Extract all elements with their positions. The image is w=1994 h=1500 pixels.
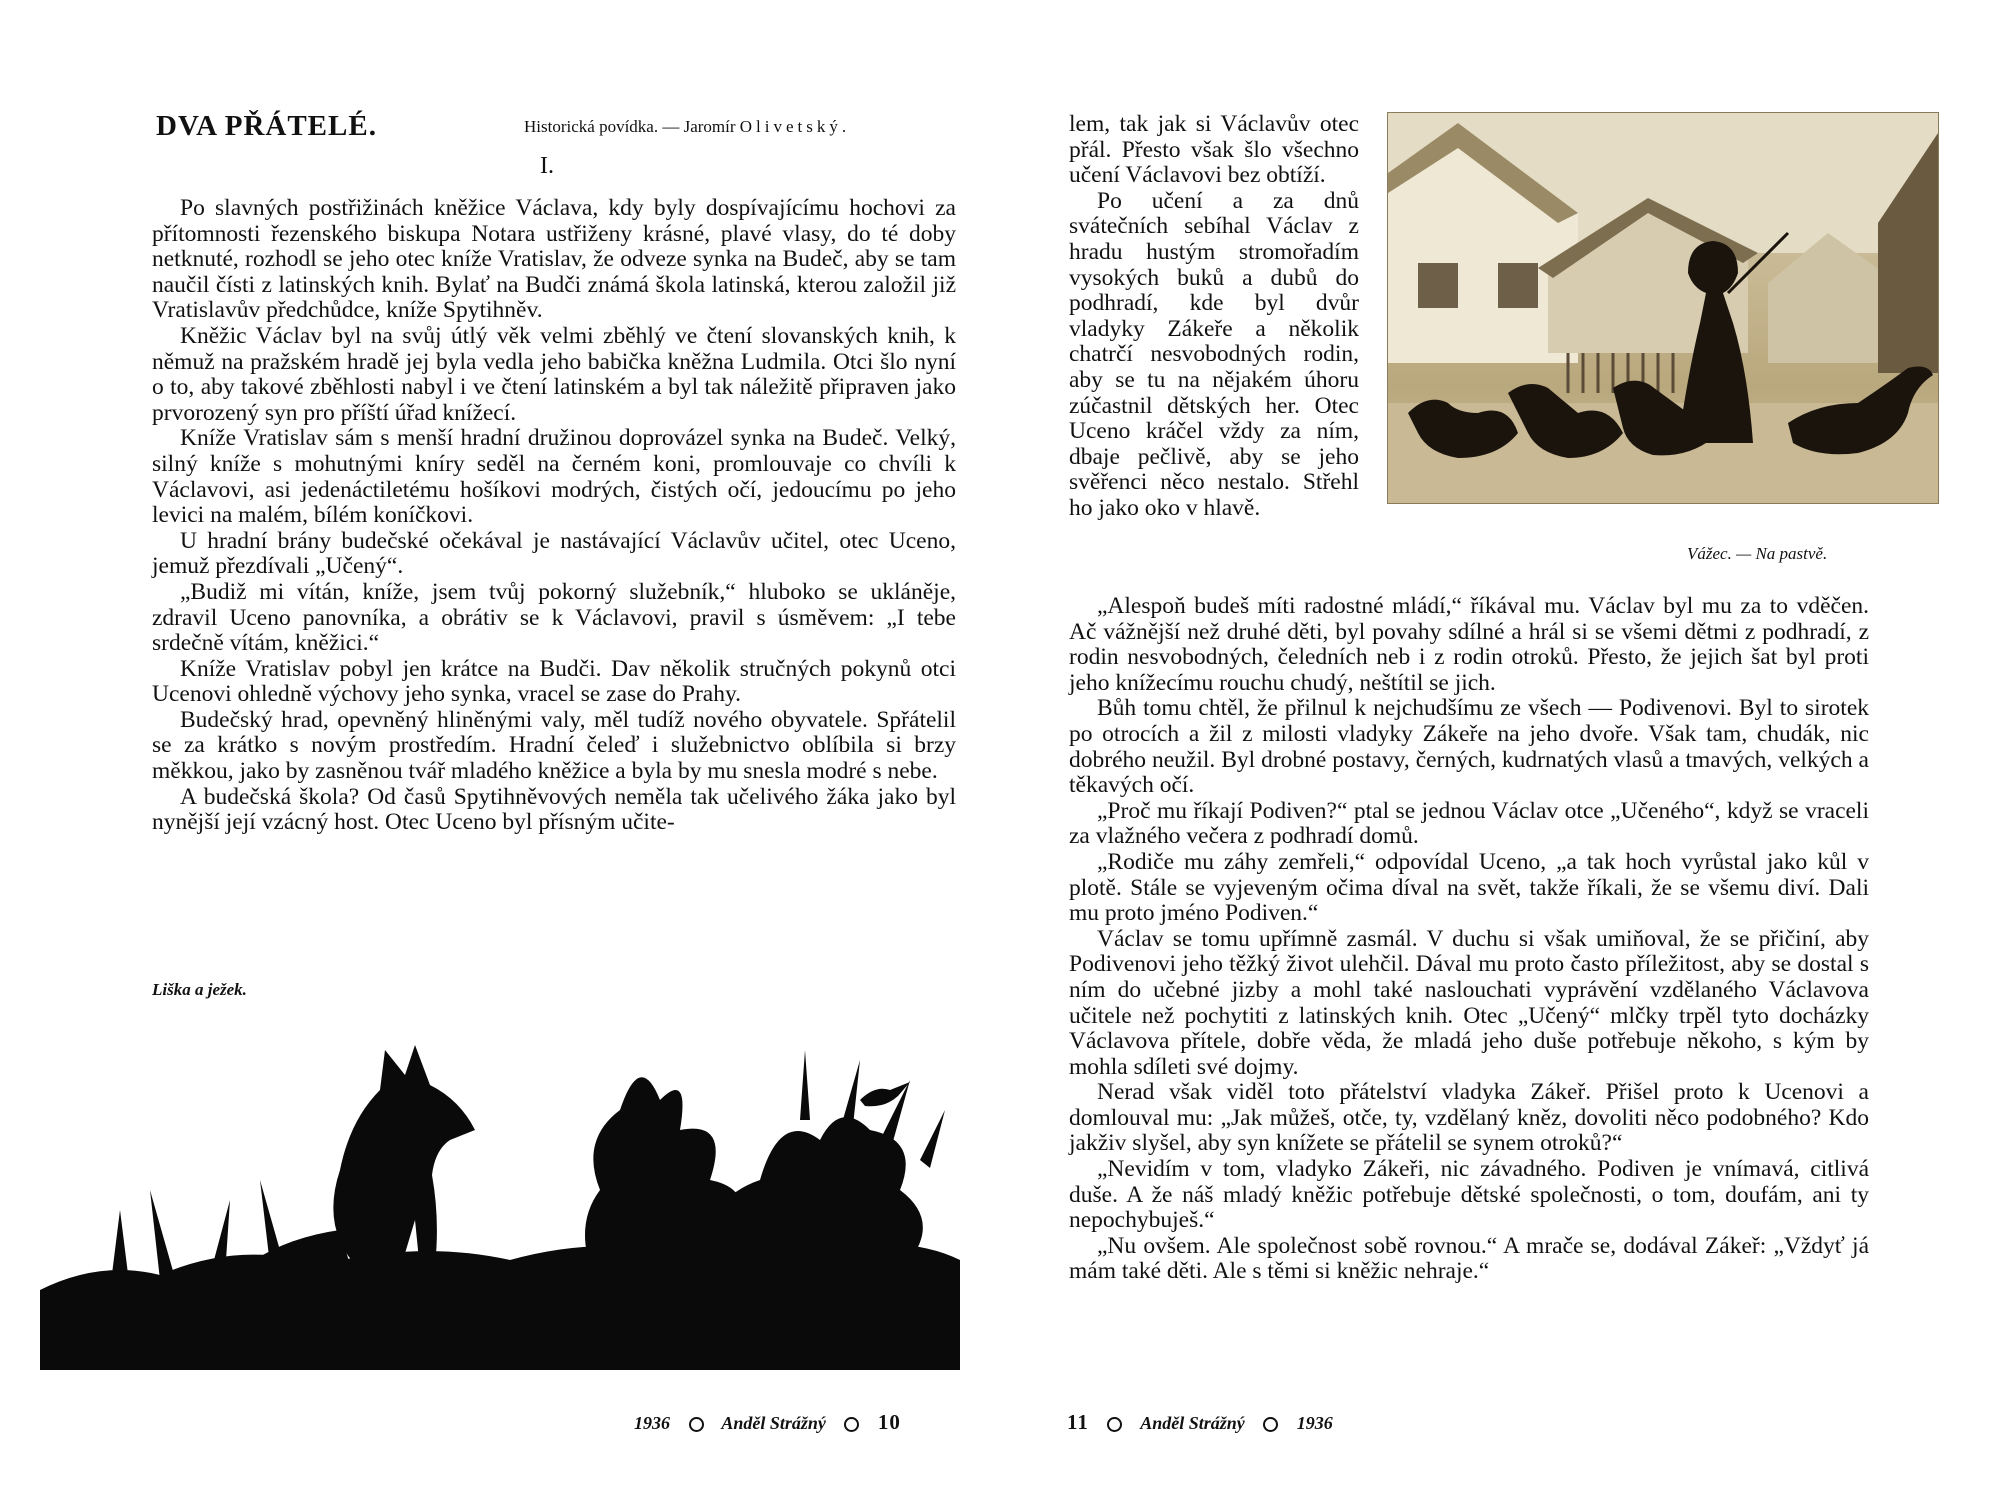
ring-ornament-icon — [844, 1417, 859, 1432]
story-title: DVA PŘÁTELÉ. — [156, 110, 377, 142]
paragraph: Nerad však viděl toto přátelství vladyka Zákeř. Přišel proto k Ucenovi a domlouval mu: „Jak můžeš, otče, ty, vzdělaný kněz, dovoliti něco podobného? Kdo jakživ slyšel, aby syn knížete se přátelil se synem otroků?“ — [1069, 1079, 1869, 1157]
left-text-column — [152, 196, 956, 836]
photo-caption: Vážec. — Na pastvě. — [1687, 544, 1828, 563]
paragraph: Kníže Vratislav pobyl jen krátce na Budči. Dav několik stručných pokynů otci Ucenovi ohledně výchovy jeho synka, vracel se zase do Prahy. — [152, 655, 956, 708]
paragraph: Budečský hrad, opevněný hliněnými valy, měl tudíž nového obyvatele. Spřátelil se za krátko s novým prostředím. Hradní čeleď i služebnictvo oblíbila si brzy měkkou, jako by zasněnou tvář mladého kněžice a byla by mu snesla modré s nebe. — [152, 706, 956, 785]
footer-year: 1936 — [1296, 1413, 1333, 1433]
paragraph: „Nu ovšem. Ale společnost sobě rovnou.“ A mrače se, dodával Zákeř: „Vždyť já mám také děti. Ale s těmi si kněžic nehraje.“ — [1069, 1232, 1869, 1285]
paragraph: Kněžic Václav byl na svůj útlý věk velmi zběhlý ve čtení slovanských knih, k němuž na pražském hradě jej byla vedla jeho babička kněžna Ludmila. Otci šlo nyní o to, aby takové zběhlosti nabyl i ve čtení latinském a byl tak náležitě připraven jako prvorozený syn pro příští úřad knížecí. — [152, 322, 956, 426]
subtitle-prefix: Historická povídka. — Jaromír — [524, 117, 736, 136]
paragraph: Po učení a za dnů svátečních sebíhal Václav z hradu hustým stromořadím vysokých buků a dubů do podhradí, kde byl dvůr vladyky Zákeře a několik chatrčí nesvobodných rodin, aby se tu na nějakém úhoru zúčastnil dětských her. Otec Uceno kráčel vždy za ním, dbaje pečlivě, aby se jeho svěřenci něco nestalo. Střehl ho jako oko v hlavě. — [1069, 187, 1359, 521]
paragraph: Po slavných postřižinách kněžice Václava, kdy byly dospívajícímu hochovi za přítomnosti řezenského biskupa Notara ustřiženy krásné, plavé vlasy, do té doby netknuté, rozhodl se jeho otec kníže Vratislav, že odveze synka na Budeč, aby se tam naučil čísti z latinských knih. Bylať na Budči známá škola latinská, kterou založil již Vratislavův předchůdce, kníže Spytihněv. — [152, 195, 956, 324]
right-wide-column — [1069, 594, 1869, 1285]
ring-ornament-icon — [689, 1417, 704, 1432]
right-page — [997, 0, 1994, 1500]
left-page-footer — [634, 1410, 901, 1435]
paragraph: Václav se tomu upřímně zasmál. V duchu si však umiňoval, že se přičiní, aby Podivenovi jeho těžký život ulehčil. Dával mu proto často příležitost, aby se dostal s ním do učebné jizby a mohl také naslouchati vyprávění vzdělaného Václavova učitele než pochytiti z latinských knih. Otec „Učený“ mlčky trpěl tyto docházky Václavova přítele, dobře věda, že mladá jeho duše potřebuje někoho, s kým by mohla sdíleti své dojmy. — [1069, 925, 1869, 1080]
ring-ornament-icon — [1107, 1417, 1122, 1432]
page-number: 11 — [1067, 1410, 1089, 1434]
paragraph: „Budiž mi vítán, kníže, jsem tvůj pokorný služebník,“ hluboko se ukláněje, zdravil Uceno panovníka, a obrátiv se k Václavovi, pravil s úsměvem: „I tebe srdečně vítám, kněžici.“ — [152, 578, 956, 657]
author-surname: Olivetský. — [739, 117, 851, 136]
page-number: 10 — [877, 1410, 901, 1434]
story-subtitle — [524, 117, 850, 137]
paragraph: „Proč mu říkají Podiven?“ ptal se jednou Václav otce „Učeného“, když se vraceli za vlažného večera z podhradí domů. — [1069, 797, 1869, 850]
footer-year: 1936 — [634, 1413, 670, 1433]
paragraph: Bůh tomu chtěl, že přilnul k nejchudšímu ze všech — Podivenovi. Byl to sirotek po otrocích a žil z milosti vladyky Zákeře na jeho dvoře. Však tam, chudák, nic dobrého neužil. Byl drobné postavy, černých, kudrnatých vlasů a tmavých, velkých a těkavých očí. — [1069, 695, 1869, 799]
photo-village-geese — [1387, 112, 1939, 504]
fox-hedgehog-silhouette — [40, 990, 960, 1370]
paragraph: lem, tak jak si Václavův otec přál. Přesto však šlo všechno učení Václavovi bez obtíží. — [1069, 111, 1359, 189]
paragraph: „Alespoň budeš míti radostné mládí,“ říkával mu. Václav byl mu za to vděčen. Ač vážnější než druhé děti, byl povahy sdílné a hrál si se všemi dětmi z podhradí, z rodin nesvobodných, čeledních neb i z rodin otroků. Přesto, že jejich šat byl proti jeho knížecímu rouchu chudý, neštítil se jich. — [1069, 593, 1869, 696]
paragraph: A budečská škola? Od časů Spytihněvových neměla tak učelivého žáka jako byl nynější její vzácný host. Otec Uceno byl přísným učite- — [152, 783, 956, 836]
paragraph: „Rodiče mu záhy zemřeli,“ odpovídal Uceno, „a tak hoch vyrůstal jako kůl v plotě. Stále se vyjeveným očima díval na svět, takže říkali, že se všemu diví. Dali mu proto jméno Podiven.“ — [1069, 848, 1869, 927]
photo-scene — [1388, 113, 1938, 503]
illustration-caption: Liška a ježek. — [152, 980, 247, 999]
ring-ornament-icon — [1263, 1417, 1278, 1432]
paragraph: „Nevidím v tom, vladyko Zákeři, nic závadného. Podiven je vnímavá, citlivá duše. A že náš mladý kněžic potřebuje dětské společnosti, o tom, doufám, ani ty nepochybuješ.“ — [1069, 1156, 1869, 1234]
right-narrow-column — [1069, 112, 1359, 522]
footer-magazine: Anděl Strážný — [721, 1413, 826, 1433]
footer-magazine: Anděl Strážný — [1140, 1413, 1245, 1433]
chapter-number: I. — [540, 153, 554, 179]
paragraph: U hradní brány budečské očekával je nastávající Václavův učitel, otec Uceno, jemuž přezdívali „Učený“. — [152, 527, 956, 580]
right-page-footer — [1067, 1410, 1333, 1435]
paragraph: Kníže Vratislav sám s menší hradní družinou doprovázel synka na Budeč. Velký, silný kníže s mohutnými kníry seděl na černém koni, promlouvaje co chvíli k Václavovi, asi jedenáctiletému hošíkovi modrých, čistých očí, jedoucímu po jeho levici na malém, bílém koníčkovi. — [152, 425, 956, 529]
